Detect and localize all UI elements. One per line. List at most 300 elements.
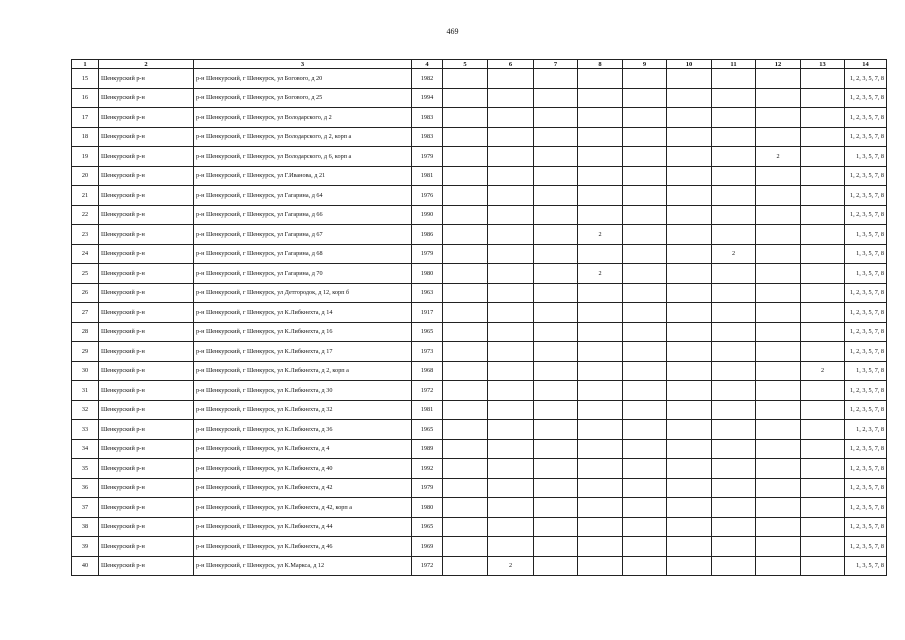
table-cell [623, 244, 667, 264]
table-row [72, 244, 887, 264]
table-cell: р-н Шенкурский, г Шенкурск, ул К.Либкнехта, д 30 [194, 381, 412, 401]
table-cell: Шенкурский р-н [99, 439, 194, 459]
table-cell [712, 303, 756, 323]
table-cell [712, 420, 756, 440]
table-cell [712, 381, 756, 401]
table-cell [443, 322, 488, 342]
table-row [72, 283, 887, 303]
table-cell [756, 166, 801, 186]
table-cell: 22 [72, 205, 99, 225]
table-row [72, 498, 887, 518]
table-cell [443, 147, 488, 167]
table-cell: 25 [72, 264, 99, 284]
table-cell: 1968 [412, 361, 443, 381]
table-cell [534, 264, 578, 284]
table-cell [488, 108, 534, 128]
table-cell [756, 88, 801, 108]
table-cell: Шенкурский р-н [99, 147, 194, 167]
table-cell: 21 [72, 186, 99, 206]
table-cell: р-н Шенкурский, г Шенкурск, ул Гагарина, д 68 [194, 244, 412, 264]
column-header: 2 [99, 60, 194, 69]
table-cell [756, 322, 801, 342]
table-cell [534, 244, 578, 264]
table-cell: 29 [72, 342, 99, 362]
table-cell: 1994 [412, 88, 443, 108]
table-cell [578, 342, 623, 362]
table-cell: 1989 [412, 439, 443, 459]
table-cell [534, 303, 578, 323]
table-cell [488, 498, 534, 518]
table-cell [443, 381, 488, 401]
table-cell [488, 283, 534, 303]
table-cell: 16 [72, 88, 99, 108]
table-cell [534, 459, 578, 479]
table-cell [801, 517, 845, 537]
table-cell: р-н Шенкурский, г Шенкурск, ул Гагарина, д 70 [194, 264, 412, 284]
table-cell [623, 166, 667, 186]
table-cell: 1, 2, 3, 5, 7, 8 [845, 186, 887, 206]
table-cell [443, 478, 488, 498]
table-cell: Шенкурский р-н [99, 478, 194, 498]
table-cell [488, 166, 534, 186]
table-cell: 1, 2, 3, 5, 7, 8 [845, 108, 887, 128]
table-cell [712, 459, 756, 479]
column-header: 13 [801, 60, 845, 69]
table-cell: 40 [72, 556, 99, 576]
table-cell: 1, 2, 3, 5, 7, 8 [845, 498, 887, 518]
table-cell: 1, 3, 5, 7, 8 [845, 225, 887, 245]
table-cell: 33 [72, 420, 99, 440]
table-cell: 2 [578, 225, 623, 245]
table-cell [578, 127, 623, 147]
table-cell [578, 147, 623, 167]
table-cell [443, 166, 488, 186]
table-cell: р-н Шенкурский, г Шенкурск, ул К.Либкнехта, д 16 [194, 322, 412, 342]
table-cell [623, 400, 667, 420]
table-cell [801, 283, 845, 303]
table-cell: 1, 2, 3, 5, 7, 8 [845, 205, 887, 225]
table-row [72, 361, 887, 381]
table-cell: 1, 2, 3, 5, 7, 8 [845, 322, 887, 342]
table-cell [756, 225, 801, 245]
table-cell [667, 498, 712, 518]
table-cell: 27 [72, 303, 99, 323]
table-cell [534, 361, 578, 381]
table-cell [756, 400, 801, 420]
table-cell [801, 498, 845, 518]
table-cell: 1, 3, 5, 7, 8 [845, 264, 887, 284]
table-cell [578, 537, 623, 557]
table-cell [534, 205, 578, 225]
table-cell [712, 361, 756, 381]
table-cell [488, 225, 534, 245]
table-cell: Шенкурский р-н [99, 381, 194, 401]
table-cell [756, 381, 801, 401]
table-cell [801, 225, 845, 245]
table-cell [801, 459, 845, 479]
table-cell [443, 459, 488, 479]
table-cell [443, 420, 488, 440]
table-cell [578, 108, 623, 128]
table-cell: р-н Шенкурский, г Шенкурск, ул К.Либкнехта, д 32 [194, 400, 412, 420]
table-cell: 1, 2, 3, 5, 7, 8 [845, 69, 887, 89]
table-cell [578, 69, 623, 89]
table-cell [712, 264, 756, 284]
table-row [72, 69, 887, 89]
table-cell [667, 283, 712, 303]
table-cell [712, 186, 756, 206]
table-cell: р-н Шенкурский, г Шенкурск, ул К.Либкнехта, д 46 [194, 537, 412, 557]
table-cell [756, 439, 801, 459]
table-cell [801, 108, 845, 128]
table-cell [488, 69, 534, 89]
table-cell [578, 381, 623, 401]
table-cell: 1981 [412, 400, 443, 420]
table-cell [756, 556, 801, 576]
table-row [72, 108, 887, 128]
table-cell: 1965 [412, 420, 443, 440]
table-cell: Шенкурский р-н [99, 264, 194, 284]
table-cell: 1973 [412, 342, 443, 362]
table-cell [488, 322, 534, 342]
table-cell [578, 420, 623, 440]
table-cell [712, 225, 756, 245]
table-cell [488, 537, 534, 557]
table-cell [578, 244, 623, 264]
table-cell [801, 342, 845, 362]
table-cell [488, 459, 534, 479]
table-cell: р-н Шенкурский, г Шенкурск, ул К.Либкнехта, д 42, корп а [194, 498, 412, 518]
column-header: 4 [412, 60, 443, 69]
table-cell [534, 400, 578, 420]
table-row [72, 517, 887, 537]
table-cell [801, 556, 845, 576]
table-cell: 1, 2, 3, 5, 7, 8 [845, 88, 887, 108]
table-cell [712, 439, 756, 459]
table-cell [712, 498, 756, 518]
table-cell: р-н Шенкурский, г Шенкурск, ул К.Либкнехта, д 42 [194, 478, 412, 498]
table-cell [488, 147, 534, 167]
table-row [72, 225, 887, 245]
table-row [72, 439, 887, 459]
table-cell: 20 [72, 166, 99, 186]
table-cell [578, 478, 623, 498]
table-cell: р-н Шенкурский, г Шенкурск, ул К.Либкнехта, д 17 [194, 342, 412, 362]
table-cell: 34 [72, 439, 99, 459]
table-row [72, 166, 887, 186]
table-cell [534, 166, 578, 186]
table-cell: 1972 [412, 381, 443, 401]
table-cell [712, 322, 756, 342]
table-cell [623, 147, 667, 167]
table-cell [801, 420, 845, 440]
table-cell: 1917 [412, 303, 443, 323]
table-cell [712, 108, 756, 128]
table-cell: Шенкурский р-н [99, 205, 194, 225]
table-cell [488, 439, 534, 459]
table-cell [623, 478, 667, 498]
table-cell [801, 205, 845, 225]
table-cell: 1969 [412, 537, 443, 557]
table-row [72, 303, 887, 323]
table-cell: 1, 2, 3, 5, 7, 8 [845, 459, 887, 479]
table-cell [443, 264, 488, 284]
table-cell: 1990 [412, 205, 443, 225]
table-cell: р-н Шенкурский, г Шенкурск, ул Богового, д 25 [194, 88, 412, 108]
table-cell [623, 283, 667, 303]
table-cell [801, 244, 845, 264]
table-cell [578, 556, 623, 576]
table-cell [623, 264, 667, 284]
table-cell: 1982 [412, 69, 443, 89]
table-cell: р-н Шенкурский, г Шенкурск, ул Г.Иванова, д 21 [194, 166, 412, 186]
table-cell [443, 88, 488, 108]
table-row [72, 205, 887, 225]
table-cell [712, 517, 756, 537]
table-cell [534, 283, 578, 303]
table-cell [756, 459, 801, 479]
column-header: 14 [845, 60, 887, 69]
table-cell [712, 69, 756, 89]
table-cell: 1, 2, 3, 5, 7, 8 [845, 342, 887, 362]
table-cell: р-н Шенкурский, г Шенкурск, ул Детгородок, д 12, корп б [194, 283, 412, 303]
table-cell [443, 127, 488, 147]
table-cell [534, 556, 578, 576]
table-cell: Шенкурский р-н [99, 244, 194, 264]
table-cell [712, 283, 756, 303]
table-cell [667, 556, 712, 576]
table-row [72, 420, 887, 440]
table-cell: 18 [72, 127, 99, 147]
table-cell [756, 478, 801, 498]
table-cell: Шенкурский р-н [99, 69, 194, 89]
table-cell: 1, 3, 5, 7, 8 [845, 556, 887, 576]
table-cell [623, 517, 667, 537]
table-cell [667, 166, 712, 186]
table-cell [578, 517, 623, 537]
table-cell [488, 420, 534, 440]
table-cell: р-н Шенкурский, г Шенкурск, ул К.Либкнехта, д 44 [194, 517, 412, 537]
table-cell [801, 537, 845, 557]
table-cell [534, 517, 578, 537]
table-cell [443, 400, 488, 420]
table-cell [623, 88, 667, 108]
column-header: 5 [443, 60, 488, 69]
table-cell [488, 478, 534, 498]
table-cell: Шенкурский р-н [99, 303, 194, 323]
table-cell [712, 127, 756, 147]
table-cell: Шенкурский р-н [99, 108, 194, 128]
table-cell [756, 361, 801, 381]
table-cell [623, 537, 667, 557]
table-cell [488, 127, 534, 147]
table-cell: 1986 [412, 225, 443, 245]
table-cell [488, 517, 534, 537]
table-cell [623, 322, 667, 342]
table-cell [578, 303, 623, 323]
table-cell: р-н Шенкурский, г Шенкурск, ул К.Либкнехта, д 4 [194, 439, 412, 459]
table-cell [534, 439, 578, 459]
table-cell: р-н Шенкурский, г Шенкурск, ул К.Либкнехта, д 40 [194, 459, 412, 479]
table-cell: 23 [72, 225, 99, 245]
table-cell: Шенкурский р-н [99, 517, 194, 537]
table-cell: 38 [72, 517, 99, 537]
table-cell: 1, 2, 3, 5, 7, 8 [845, 478, 887, 498]
table-cell: Шенкурский р-н [99, 361, 194, 381]
table-row [72, 127, 887, 147]
table-cell: 1965 [412, 322, 443, 342]
table-cell [712, 478, 756, 498]
table-cell [756, 498, 801, 518]
table-cell [667, 147, 712, 167]
table-cell [488, 205, 534, 225]
table-cell [623, 420, 667, 440]
table-cell [578, 361, 623, 381]
table-cell [534, 127, 578, 147]
table-cell: 1976 [412, 186, 443, 206]
table-cell [623, 381, 667, 401]
table-cell [534, 147, 578, 167]
table-cell [756, 303, 801, 323]
table-cell [667, 69, 712, 89]
table-cell: 2 [488, 556, 534, 576]
table-cell: Шенкурский р-н [99, 186, 194, 206]
table-cell: 1965 [412, 517, 443, 537]
table-cell: 1980 [412, 498, 443, 518]
table-cell [667, 537, 712, 557]
table-cell: р-н Шенкурский, г Шенкурск, ул К.Либкнехта, д 36 [194, 420, 412, 440]
table-cell [534, 108, 578, 128]
table-cell: 31 [72, 381, 99, 401]
table-cell [801, 69, 845, 89]
table-row [72, 264, 887, 284]
table-cell: 17 [72, 108, 99, 128]
data-table [71, 59, 887, 576]
table-cell [756, 517, 801, 537]
table-cell [443, 537, 488, 557]
table-cell: 39 [72, 537, 99, 557]
table-cell: 1992 [412, 459, 443, 479]
table-cell [534, 342, 578, 362]
table-cell [712, 88, 756, 108]
table-cell: 1, 2, 3, 5, 7, 8 [845, 127, 887, 147]
table-cell [443, 186, 488, 206]
table-cell: 1, 2, 3, 5, 7, 8 [845, 381, 887, 401]
table-cell [443, 517, 488, 537]
column-header: 3 [194, 60, 412, 69]
table-cell [443, 342, 488, 362]
table-cell: Шенкурский р-н [99, 283, 194, 303]
table-cell [667, 186, 712, 206]
table-cell [443, 556, 488, 576]
table-cell [667, 225, 712, 245]
table-cell [667, 478, 712, 498]
table-cell [443, 283, 488, 303]
table-cell: р-н Шенкурский, г Шенкурск, ул Гагарина, д 66 [194, 205, 412, 225]
table-cell: 1, 2, 3, 5, 7, 8 [845, 537, 887, 557]
table-cell: Шенкурский р-н [99, 88, 194, 108]
table-cell [443, 108, 488, 128]
table-cell [712, 166, 756, 186]
table-cell: 30 [72, 361, 99, 381]
table-cell: 1983 [412, 108, 443, 128]
table-cell: 2 [578, 264, 623, 284]
table-cell: 35 [72, 459, 99, 479]
table-cell [667, 127, 712, 147]
table-cell [667, 439, 712, 459]
table-cell: 1, 2, 3, 5, 7, 8 [845, 517, 887, 537]
table-cell [667, 244, 712, 264]
table-cell [488, 303, 534, 323]
header-row [72, 60, 887, 69]
table-cell [801, 439, 845, 459]
table-cell [756, 127, 801, 147]
table-row [72, 459, 887, 479]
table-cell: 2 [801, 361, 845, 381]
table-cell: Шенкурский р-н [99, 537, 194, 557]
table-cell: 1979 [412, 244, 443, 264]
table-cell: 26 [72, 283, 99, 303]
table-cell [623, 498, 667, 518]
table-cell: р-н Шенкурский, г Шенкурск, ул К.Маркса, д 12 [194, 556, 412, 576]
table-cell [756, 420, 801, 440]
table-cell [667, 361, 712, 381]
table-row [72, 322, 887, 342]
table-cell [443, 205, 488, 225]
table-cell: Шенкурский р-н [99, 322, 194, 342]
table-cell: 1, 2, 3, 7, 8 [845, 420, 887, 440]
table-cell [712, 205, 756, 225]
table-cell [801, 166, 845, 186]
table-row [72, 537, 887, 557]
table-cell [667, 459, 712, 479]
column-header: 6 [488, 60, 534, 69]
table-cell: 24 [72, 244, 99, 264]
table-cell: 1981 [412, 166, 443, 186]
table-cell: Шенкурский р-н [99, 498, 194, 518]
table-cell: 1, 3, 5, 7, 8 [845, 147, 887, 167]
table-cell: 19 [72, 147, 99, 167]
table-cell [801, 322, 845, 342]
table-cell: Шенкурский р-н [99, 127, 194, 147]
table-row [72, 400, 887, 420]
table-cell [443, 69, 488, 89]
table-cell: 1, 3, 5, 7, 8 [845, 361, 887, 381]
table-cell: 1, 3, 5, 7, 8 [845, 244, 887, 264]
table-cell [443, 439, 488, 459]
table-cell: р-н Шенкурский, г Шенкурск, ул Володарского, д 2 [194, 108, 412, 128]
table-cell [756, 342, 801, 362]
table-cell [578, 498, 623, 518]
table-cell [623, 127, 667, 147]
table-cell [578, 88, 623, 108]
table-cell [756, 244, 801, 264]
table-cell: Шенкурский р-н [99, 420, 194, 440]
table-cell [488, 88, 534, 108]
table-cell [623, 303, 667, 323]
table-cell: 1, 2, 3, 5, 7, 8 [845, 400, 887, 420]
table-cell: 2 [756, 147, 801, 167]
table-cell [756, 537, 801, 557]
column-header: 10 [667, 60, 712, 69]
table-cell [488, 361, 534, 381]
table-cell: 15 [72, 69, 99, 89]
table-cell [756, 69, 801, 89]
table-cell [623, 342, 667, 362]
table-cell: Шенкурский р-н [99, 556, 194, 576]
table-cell [623, 361, 667, 381]
table-row [72, 342, 887, 362]
